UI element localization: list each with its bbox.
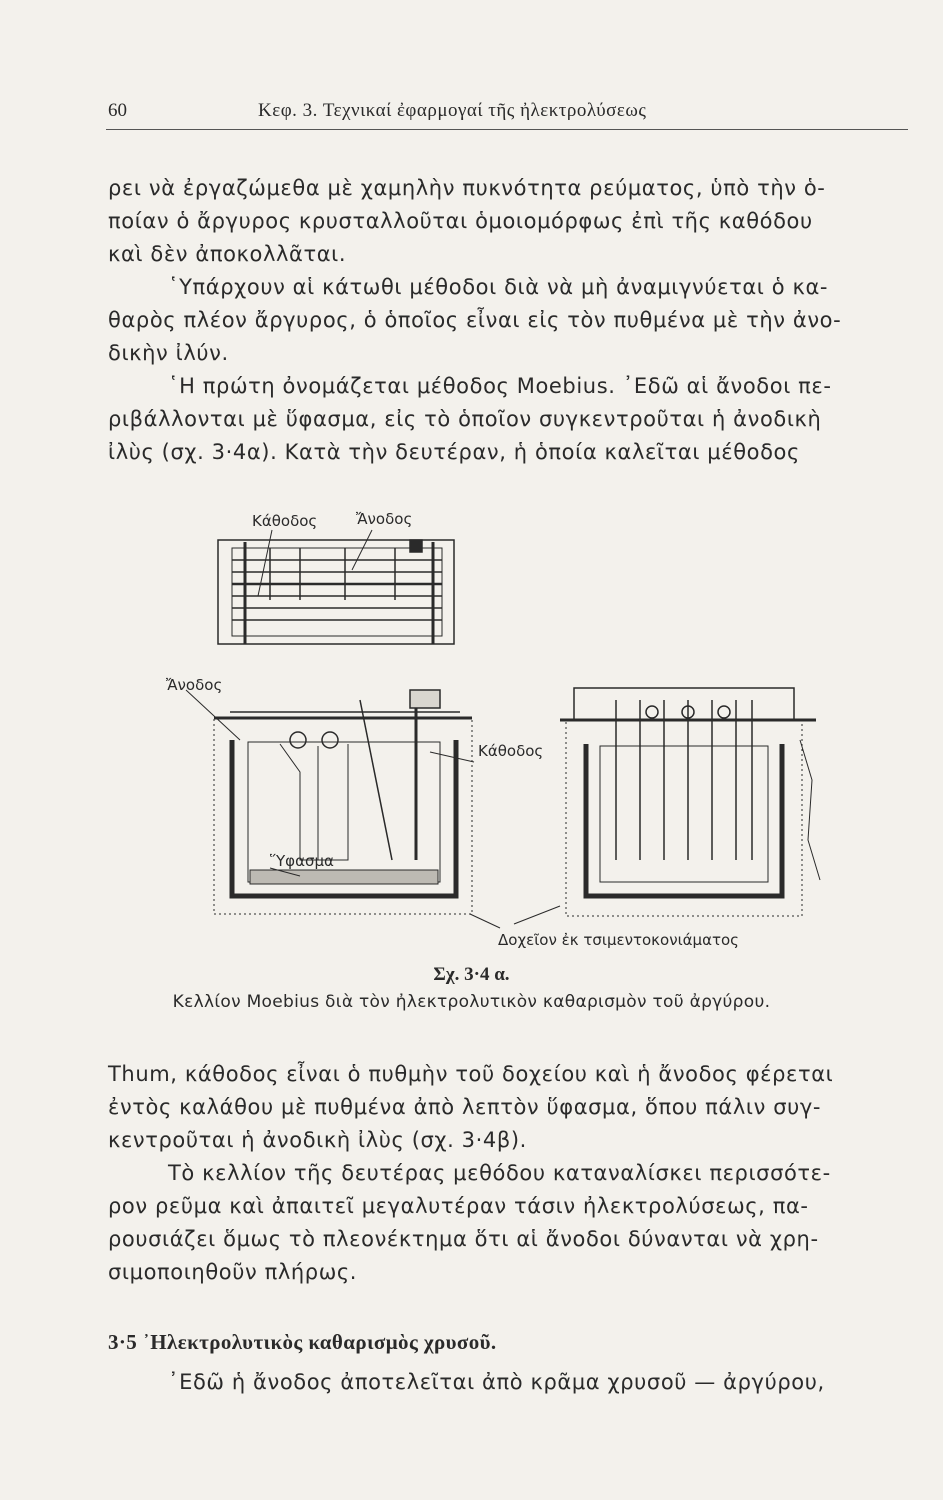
text-block-2 xyxy=(108,1058,908,1289)
text-line: ἐντὸς καλάθου μὲ πυθμένα ἀπὸ λεπτὸν ὕφασμα, ὅπου πάλιν συγ- xyxy=(108,1095,822,1119)
text-block-3 xyxy=(108,1366,908,1399)
inner-vessel-b xyxy=(600,746,768,882)
text-line: θαρὸς πλέον ἄργυρος, ὁ ὁποῖος εἶναι εἰς τὸν πυθμένα μὲ τὴν ἀνο- xyxy=(108,308,842,332)
top-view-inner xyxy=(232,548,442,636)
text-line: ρει νὰ ἐργαζώμεθα μὲ χαμηλὴν πυκνότητα ρεύματος, ὑπὸ τὴν ὁ- xyxy=(108,176,826,200)
text-line: Τὸ κελλίον τῆς δευτέρας μεθόδου καταναλίσκει περισσότε- xyxy=(168,1161,831,1185)
text-line: ᾿Εδῶ ἡ ἄνοδος ἀποτελεῖται ἀπὸ κρᾶμα χρυσοῦ — ἀργύρου, xyxy=(168,1370,825,1394)
label-fabric: Ὕφασμα xyxy=(270,852,334,870)
top-view-diagram xyxy=(218,530,454,644)
text-line: δικὴν ἰλύν. xyxy=(108,341,229,365)
label-cathode-top: Κάθοδος xyxy=(252,512,318,530)
text-line: Thum, κάθοδος εἶναι ὁ πυθμὴν τοῦ δοχείου καὶ ἡ ἄνοδος φέρεται xyxy=(108,1062,834,1086)
text-line: ῾Η πρώτη ὀνομάζεται μέθοδος Moebius. ᾿Εδῶ αἱ ἄνοδοι πε- xyxy=(168,374,832,398)
section-heading: 3·5 ᾿Ηλεκτρολυτικὸς καθαρισμὸς χρυσοῦ. xyxy=(108,1330,497,1354)
text-line: ῾Υπάρχουν αἱ κάτωθι μέθοδοι διὰ νὰ μὴ ἀναμιγνύεται ὁ κα- xyxy=(168,275,829,299)
text-line: σιμοποιηθοῦν πλήρως. xyxy=(108,1260,358,1284)
cement-tank-b xyxy=(566,720,802,916)
running-title: Κεφ. 3. Τεχνικαί ἐφαρμογαί τῆς ἠλεκτρολύσεως xyxy=(258,100,647,121)
page-number: 60 xyxy=(108,100,127,121)
label-tank: Δοχεῖον ἐκ τσιμεντοκονιάματος xyxy=(498,931,739,949)
figure-caption: Κελλίον Moebius διὰ τὸν ἠλεκτρολυτικὸν καθαρισμὸν τοῦ ἀργύρου. xyxy=(172,992,771,1012)
electrode-rack xyxy=(574,688,794,720)
label-cathode-right: Κάθοδος xyxy=(478,742,544,760)
text-line: ριβάλλονται μὲ ὕφασμα, εἰς τὸ ὁποῖον συγκεντροῦται ἡ ἀνοδικὴ xyxy=(108,407,822,431)
text-line: καὶ δὲν ἀποκολλᾶται. xyxy=(108,242,347,266)
label-anode-left: Ἄνοδος xyxy=(166,676,223,694)
text-line: ρουσιάζει ὅμως τὸ πλεονέκτημα ὅτι αἱ ἄνοδοι δύνανται νὰ χρη- xyxy=(108,1227,819,1251)
section-a-diagram xyxy=(186,690,474,914)
figure-title: Σχ. 3·4 α. xyxy=(433,964,510,985)
top-view-frame xyxy=(218,540,454,644)
text-line: κεντροῦται ἡ ἀνοδικὴ ἰλὺς (σχ. 3·4β). xyxy=(108,1128,527,1152)
label-anode-top: Ἄνοδος xyxy=(356,510,413,528)
fabric-bag-a xyxy=(250,870,438,884)
cement-tank-a xyxy=(214,718,472,914)
text-line: ρον ρεῦμα καὶ ἀπαιτεῖ μεγαλυτέραν τάσιν ἠλεκτρολύσεως, πα- xyxy=(108,1194,809,1218)
text-line: ποίαν ὁ ἄργυρος κρυσταλλοῦται ὁμοιομόρφως ἐπὶ τῆς καθόδου xyxy=(108,209,813,233)
section-b-diagram xyxy=(470,688,820,928)
text-line: ἰλὺς (σχ. 3·4α). Κατὰ τὴν δευτέραν, ἡ ὁποία καλεῖται μέθοδος xyxy=(108,440,800,464)
